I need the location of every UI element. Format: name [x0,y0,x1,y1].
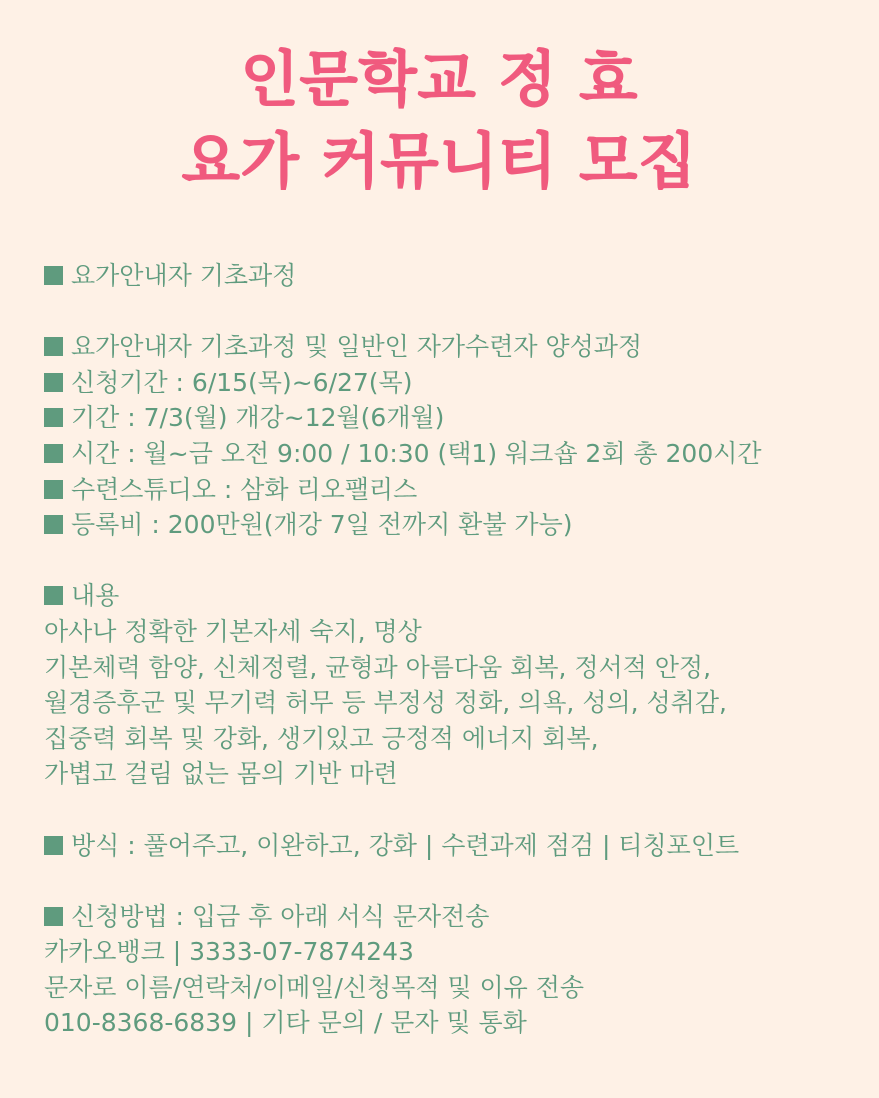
square-bullet-icon [44,907,63,926]
spacer [44,792,874,828]
square-bullet-icon [44,337,63,356]
contact-phone: 010-8368-6839 | 기타 문의 / 문자 및 통화 [44,1008,527,1038]
poster-body [44,258,874,1041]
detail-item [44,400,874,436]
detail-text: 신청기간 : 6/15(목)~6/27(목) [71,367,413,397]
detail-text: 등록비 : 200만원(개강 7일 전까지 환불 가능) [71,510,573,540]
detail-text: 수련스튜디오 : 삼화 리오팰리스 [71,474,418,504]
bank-account: 카카오뱅크 | 3333-07-7874243 [44,937,414,967]
spacer [44,294,874,330]
detail-item [44,507,874,543]
apply-heading [44,899,874,935]
detail-text: 기간 : 7/3(월) 개강~12월(6개월) [71,403,445,433]
square-bullet-icon [44,266,63,285]
square-bullet-icon [44,836,63,855]
course-heading [44,258,874,294]
square-bullet-icon [44,373,63,392]
detail-text: 시간 : 월~금 오전 9:00 / 10:30 (택1) 워크숍 2회 총 200시간 [71,438,762,468]
content-line: 월경증후군 및 무기력 허무 등 부정성 정화, 의욕, 성의, 성취감, [44,688,727,718]
square-bullet-icon [44,586,63,605]
square-bullet-icon [44,408,63,427]
sms-instructions: 문자로 이름/연락처/이메일/신청목적 및 이유 전송 [44,972,585,1002]
poster-title-line-1: 인문학교 정 효 [240,45,639,115]
content-heading-text: 내용 [71,581,120,611]
spacer [44,863,874,899]
content-line: 가볍고 걸림 없는 몸의 기반 마련 [44,759,398,789]
apply-heading-text: 신청방법 : 입금 후 아래 서식 문자전송 [71,901,490,931]
spacer [44,543,874,579]
detail-item [44,329,874,365]
square-bullet-icon [44,480,63,499]
content-line: 집중력 회복 및 강화, 생기있고 긍정적 에너지 회복, [44,723,599,753]
detail-item [44,436,874,472]
detail-text: 요가안내자 기초과정 및 일반인 자가수련자 양성과정 [71,332,643,362]
method-line [44,828,874,864]
method-text: 방식 : 풀어주고, 이완하고, 강화 | 수련과제 점검 | 티칭포인트 [71,830,740,860]
content-heading [44,578,874,614]
course-heading-text: 요가안내자 기초과정 [71,261,297,290]
poster-title-line-2: 요가 커뮤니티 모집 [181,127,698,197]
content-line: 기본체력 함양, 신체정렬, 균형과 아름다움 회복, 정서적 안정, [44,652,712,682]
content-line: 아사나 정확한 기본자세 숙지, 명상 [44,616,422,646]
square-bullet-icon [44,444,63,463]
detail-item [44,472,874,508]
detail-item [44,365,874,401]
square-bullet-icon [44,515,63,534]
